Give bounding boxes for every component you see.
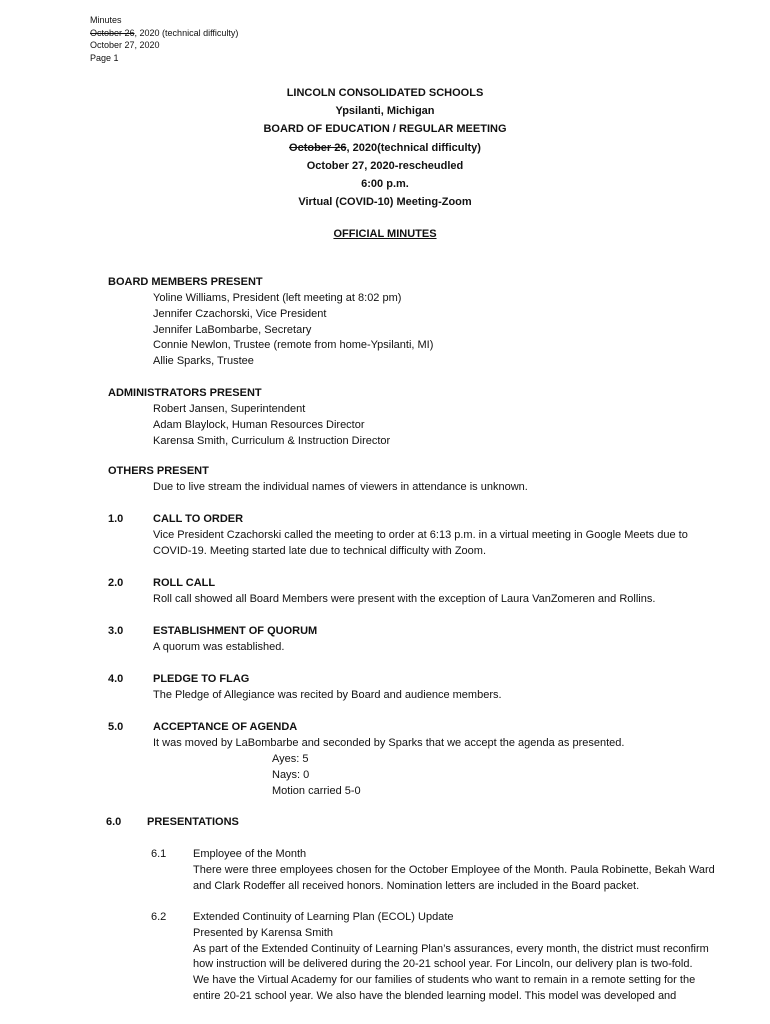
administrator: Robert Jansen, Superintendent	[153, 403, 306, 415]
board-members-list	[153, 291, 433, 370]
section-body: The Pledge of Allegiance was recited by Board and audience members.	[153, 689, 502, 701]
section-number: 3.0	[108, 625, 124, 637]
section-title: ROLL CALL	[153, 577, 216, 589]
administrators-heading: ADMINISTRATORS PRESENT	[108, 387, 262, 399]
school-name: LINCOLN CONSOLIDATED SCHOOLS	[286, 87, 484, 99]
section-title: ACCEPTANCE OF AGENDA	[153, 721, 298, 733]
official-minutes-heading: OFFICIAL MINUTES	[333, 228, 437, 240]
administrators-list	[153, 402, 390, 449]
header-minutes-label: Minutes	[90, 15, 122, 25]
administrator: Adam Blaylock, Human Resources Director	[153, 418, 365, 431]
others-present-text: Due to live stream the individual names of viewers in attendance is unknown.	[153, 481, 528, 493]
body-line: We have the Virtual Academy for our families of students who want to remain in a remote setting for the	[193, 974, 696, 987]
section-number: 1.0	[108, 513, 124, 525]
meeting-name: BOARD OF EDUCATION / REGULAR MEETING	[263, 123, 507, 136]
vote-result	[272, 752, 361, 799]
body-line: Employee of the Month	[193, 848, 307, 860]
section-number: 5.0	[108, 721, 124, 733]
header-date-rest: , 2020 (technical difficulty)	[134, 27, 239, 38]
struck-date: October 26	[289, 141, 347, 154]
subsection-body	[193, 847, 715, 894]
body-line: As part of the Extended Continuity of Learning Plan’s assurances, every month, the district must reconfirm	[193, 942, 709, 955]
vote-line: Nays: 0	[272, 768, 310, 781]
body-line: entire 20-21 school year. We also have the blended learning model. This model was developed and	[193, 989, 677, 1002]
body-line: Presented by Karensa Smith	[193, 926, 334, 939]
city-name: Ypsilanti, Michigan	[335, 105, 435, 118]
section-number: 4.0	[108, 673, 124, 685]
section-body	[153, 528, 688, 560]
header-new-date: October 27, 2020	[90, 40, 160, 50]
subsection-number: 6.1	[151, 848, 167, 860]
header-struck-date: October 26	[90, 27, 135, 38]
body-line: and Clark Rodeffer all received honors. Nomination letters are included in the Board packet.	[193, 879, 640, 892]
vote-line: Motion carried 5-0	[272, 784, 361, 797]
board-member: Allie Sparks, Trustee	[153, 355, 254, 368]
section-body: Roll call showed all Board Members were present with the exception of Laura VanZomeren and Rollins.	[153, 593, 656, 605]
board-member: Connie Newlon, Trustee (remote from home-Ypsilanti, MI)	[153, 339, 434, 352]
meeting-venue: Virtual (COVID-10) Meeting-Zoom	[298, 196, 472, 209]
section-title: PRESENTATIONS	[147, 816, 239, 828]
body-line: There were three employees chosen for the October Employee of the Month. Paula Robinette, Bekah Ward	[193, 863, 715, 876]
body-line: how instruction will be delivered during the 20-21 school year. For Lincoln, our delivery plan is two-fold.	[193, 958, 693, 971]
body-line: COVID-19. Meeting started late due to technical difficulty with Zoom.	[153, 544, 487, 557]
section-number: 6.0	[106, 816, 122, 828]
running-header	[90, 14, 238, 64]
board-member: Jennifer LaBombarbe, Secretary	[153, 323, 312, 336]
board-members-heading: BOARD MEMBERS PRESENT	[108, 276, 263, 288]
subsection-body	[193, 910, 709, 1005]
body-line: Vice President Czachorski called the meeting to order at 6:13 p.m. in a virtual meeting in Google Meets due to	[153, 529, 688, 541]
subsection-number: 6.2	[151, 911, 167, 923]
meeting-time: 6:00 p.m.	[361, 178, 409, 191]
section-body: A quorum was established.	[153, 641, 285, 653]
board-member: Yoline Williams, President (left meeting at 8:02 pm)	[153, 292, 402, 304]
original-date-line	[0, 139, 770, 157]
others-present-heading: OTHERS PRESENT	[108, 465, 209, 477]
title-block	[0, 84, 770, 211]
section-title: PLEDGE TO FLAG	[153, 673, 250, 685]
section-body: It was moved by LaBombarbe and seconded by Sparks that we accept the agenda as presented.	[153, 737, 625, 749]
body-line: Extended Continuity of Learning Plan (ECOL) Update	[193, 911, 454, 923]
section-title: CALL TO ORDER	[153, 513, 244, 525]
board-member: Jennifer Czachorski, Vice President	[153, 307, 327, 320]
section-number: 2.0	[108, 577, 124, 589]
header-page-number: Page 1	[90, 52, 119, 63]
vote-line: Ayes: 5	[272, 753, 309, 765]
section-title: ESTABLISHMENT OF QUORUM	[153, 625, 318, 637]
rescheduled-date: October 27, 2020-rescheudled	[306, 159, 464, 172]
header-date-line	[90, 27, 238, 40]
original-date-rest: , 2020(technical difficulty)	[346, 141, 481, 154]
administrator: Karensa Smith, Curriculum & Instruction Director	[153, 434, 391, 447]
